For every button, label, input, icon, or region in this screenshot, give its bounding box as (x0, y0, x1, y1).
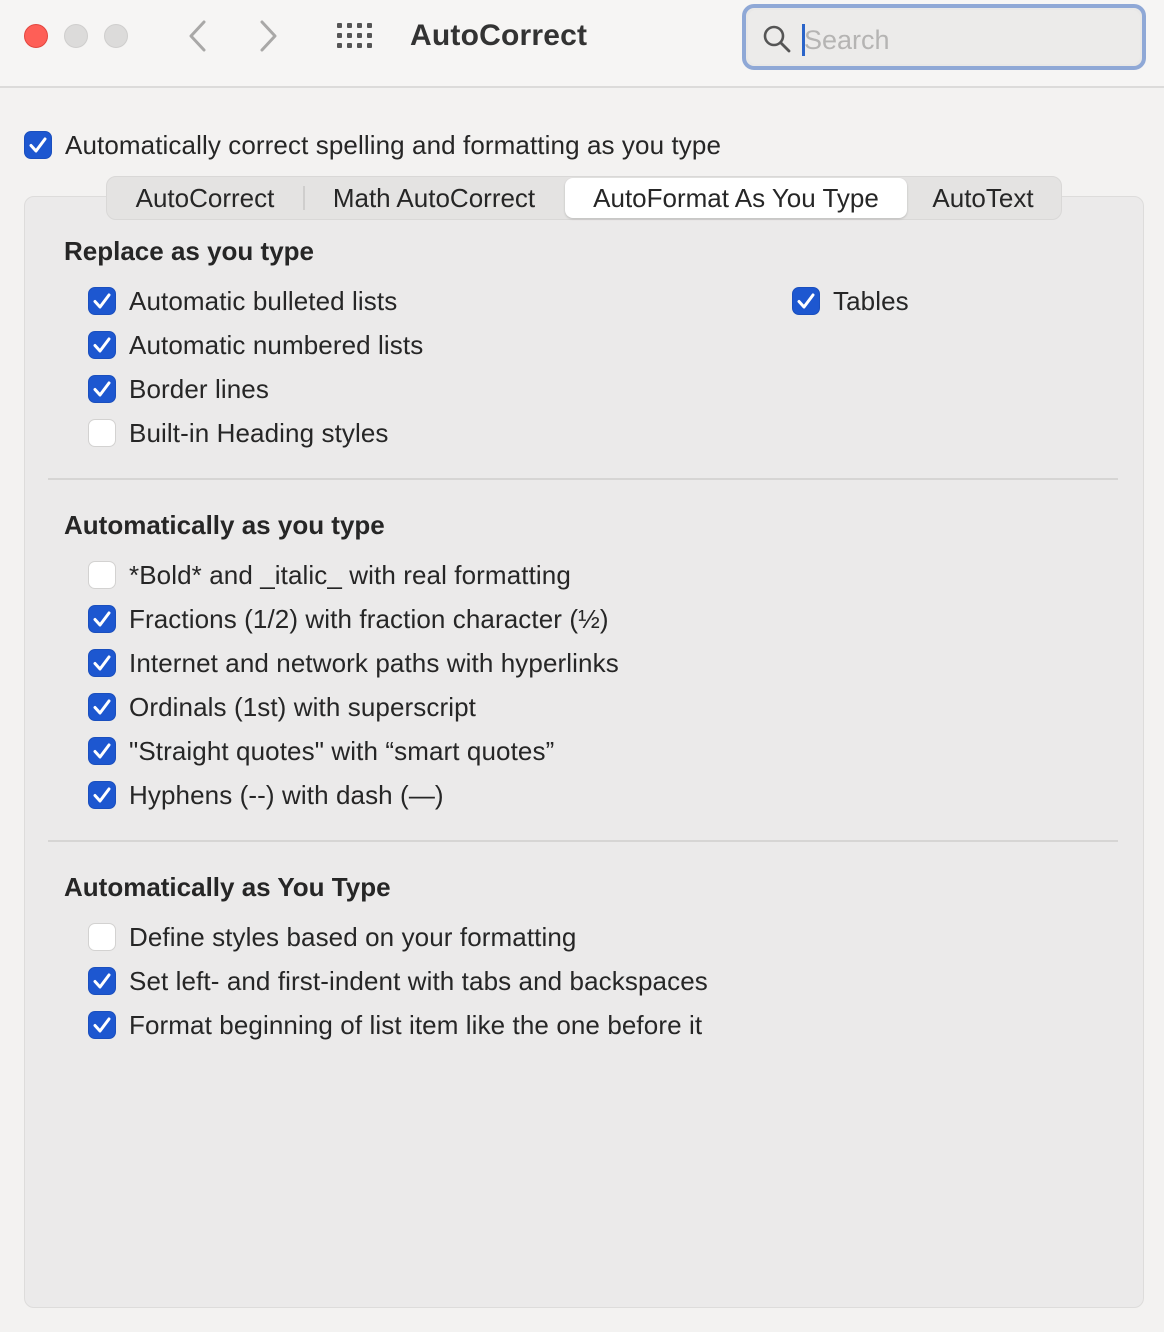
option-label: Format beginning of list item like the one before it (129, 1009, 703, 1040)
checkmark-icon (796, 292, 816, 310)
option-ordinals[interactable] (88, 689, 476, 725)
checkmark-icon (92, 380, 112, 398)
option-label: Fractions (1/2) with fraction character (½) (129, 603, 609, 634)
option-label: *Bold* and _italic_ with real formatting (129, 559, 571, 590)
option-label: Define styles based on your formatting (129, 921, 577, 952)
search-icon (762, 24, 792, 54)
search-field[interactable] (742, 4, 1146, 70)
checkbox[interactable] (88, 967, 116, 995)
master-autocorrect-row[interactable] (24, 128, 721, 162)
option-border-lines[interactable] (88, 371, 269, 407)
forward-button[interactable] (248, 16, 288, 56)
tab-math-autocorrect[interactable]: Math AutoCorrect (332, 182, 536, 213)
checkmark-icon (92, 786, 112, 804)
option-built-in-heading-styles[interactable] (88, 415, 389, 451)
checkbox[interactable] (88, 1011, 116, 1039)
option-automatic-numbered-lists[interactable] (88, 327, 423, 363)
search-field-inner (748, 10, 1140, 64)
tab-autotext[interactable]: AutoText (932, 182, 1034, 213)
checkbox[interactable] (88, 375, 116, 403)
option-automatic-bulleted-lists[interactable] (88, 283, 397, 319)
checkbox[interactable] (88, 781, 116, 809)
tab-autocorrect[interactable]: AutoCorrect (135, 182, 275, 213)
option-label: Ordinals (1st) with superscript (129, 691, 476, 722)
checkbox[interactable] (88, 649, 116, 677)
checkmark-icon (92, 654, 112, 672)
checkbox[interactable] (792, 287, 820, 315)
chevron-left-icon (186, 19, 210, 53)
back-button[interactable] (178, 16, 218, 56)
section-divider (48, 840, 1118, 842)
checkmark-icon (92, 742, 112, 760)
option-set-indent[interactable] (88, 963, 708, 999)
option-label: Tables (833, 285, 909, 316)
option-smart-quotes[interactable] (88, 733, 554, 769)
section-title-auto: Automatically as you type (64, 510, 385, 540)
option-label: "Straight quotes" with “smart quotes” (129, 735, 555, 766)
checkmark-icon (92, 610, 112, 628)
option-label: Internet and network paths with hyperlinks (129, 647, 619, 678)
zoom-button[interactable] (104, 24, 128, 48)
option-label: Automatic bulleted lists (129, 285, 398, 316)
checkbox[interactable] (88, 419, 116, 447)
checkmark-icon (92, 972, 112, 990)
search-input[interactable] (804, 18, 1124, 62)
option-fractions[interactable] (88, 601, 609, 637)
option-label: Set left- and first-indent with tabs and backspaces (129, 965, 708, 996)
close-button[interactable] (24, 24, 48, 48)
section-title-replace: Replace as you type (64, 236, 314, 266)
option-define-styles[interactable] (88, 919, 576, 955)
checkbox[interactable] (88, 693, 116, 721)
option-tables[interactable] (792, 283, 909, 319)
option-bold-italic[interactable] (88, 557, 571, 593)
show-all-button[interactable] (336, 22, 376, 50)
option-hyphens-dash[interactable] (88, 777, 444, 813)
option-label: Automatic numbered lists (129, 329, 424, 360)
checkmark-icon (92, 292, 112, 310)
checkbox[interactable] (88, 331, 116, 359)
checkmark-icon (92, 698, 112, 716)
chevron-right-icon (256, 19, 280, 53)
section-divider (48, 478, 1118, 480)
window-title: AutoCorrect (410, 19, 588, 52)
grid-icon (336, 22, 376, 50)
checkmark-icon (28, 136, 48, 154)
checkbox[interactable] (88, 287, 116, 315)
checkbox[interactable] (88, 737, 116, 765)
minimize-button[interactable] (64, 24, 88, 48)
checkmark-icon (92, 1016, 112, 1034)
option-hyperlinks[interactable] (88, 645, 619, 681)
checkbox[interactable] (88, 923, 116, 951)
master-autocorrect-label: Automatically correct spelling and formatting as you type (65, 129, 722, 160)
titlebar (0, 0, 1164, 88)
tab-autoformat-as-you-type[interactable]: AutoFormat As You Type (565, 178, 907, 218)
section-title-auto-type: Automatically as You Type (64, 872, 391, 902)
checkmark-icon (92, 336, 112, 354)
master-autocorrect-checkbox[interactable] (24, 131, 52, 159)
checkbox[interactable] (88, 605, 116, 633)
checkbox[interactable] (88, 561, 116, 589)
option-label: Built-in Heading styles (129, 417, 389, 448)
option-label: Hyphens (--) with dash (—) (129, 779, 444, 810)
tab-bar (106, 176, 1062, 220)
option-format-list-item[interactable] (88, 1007, 702, 1043)
option-label: Border lines (129, 373, 269, 404)
